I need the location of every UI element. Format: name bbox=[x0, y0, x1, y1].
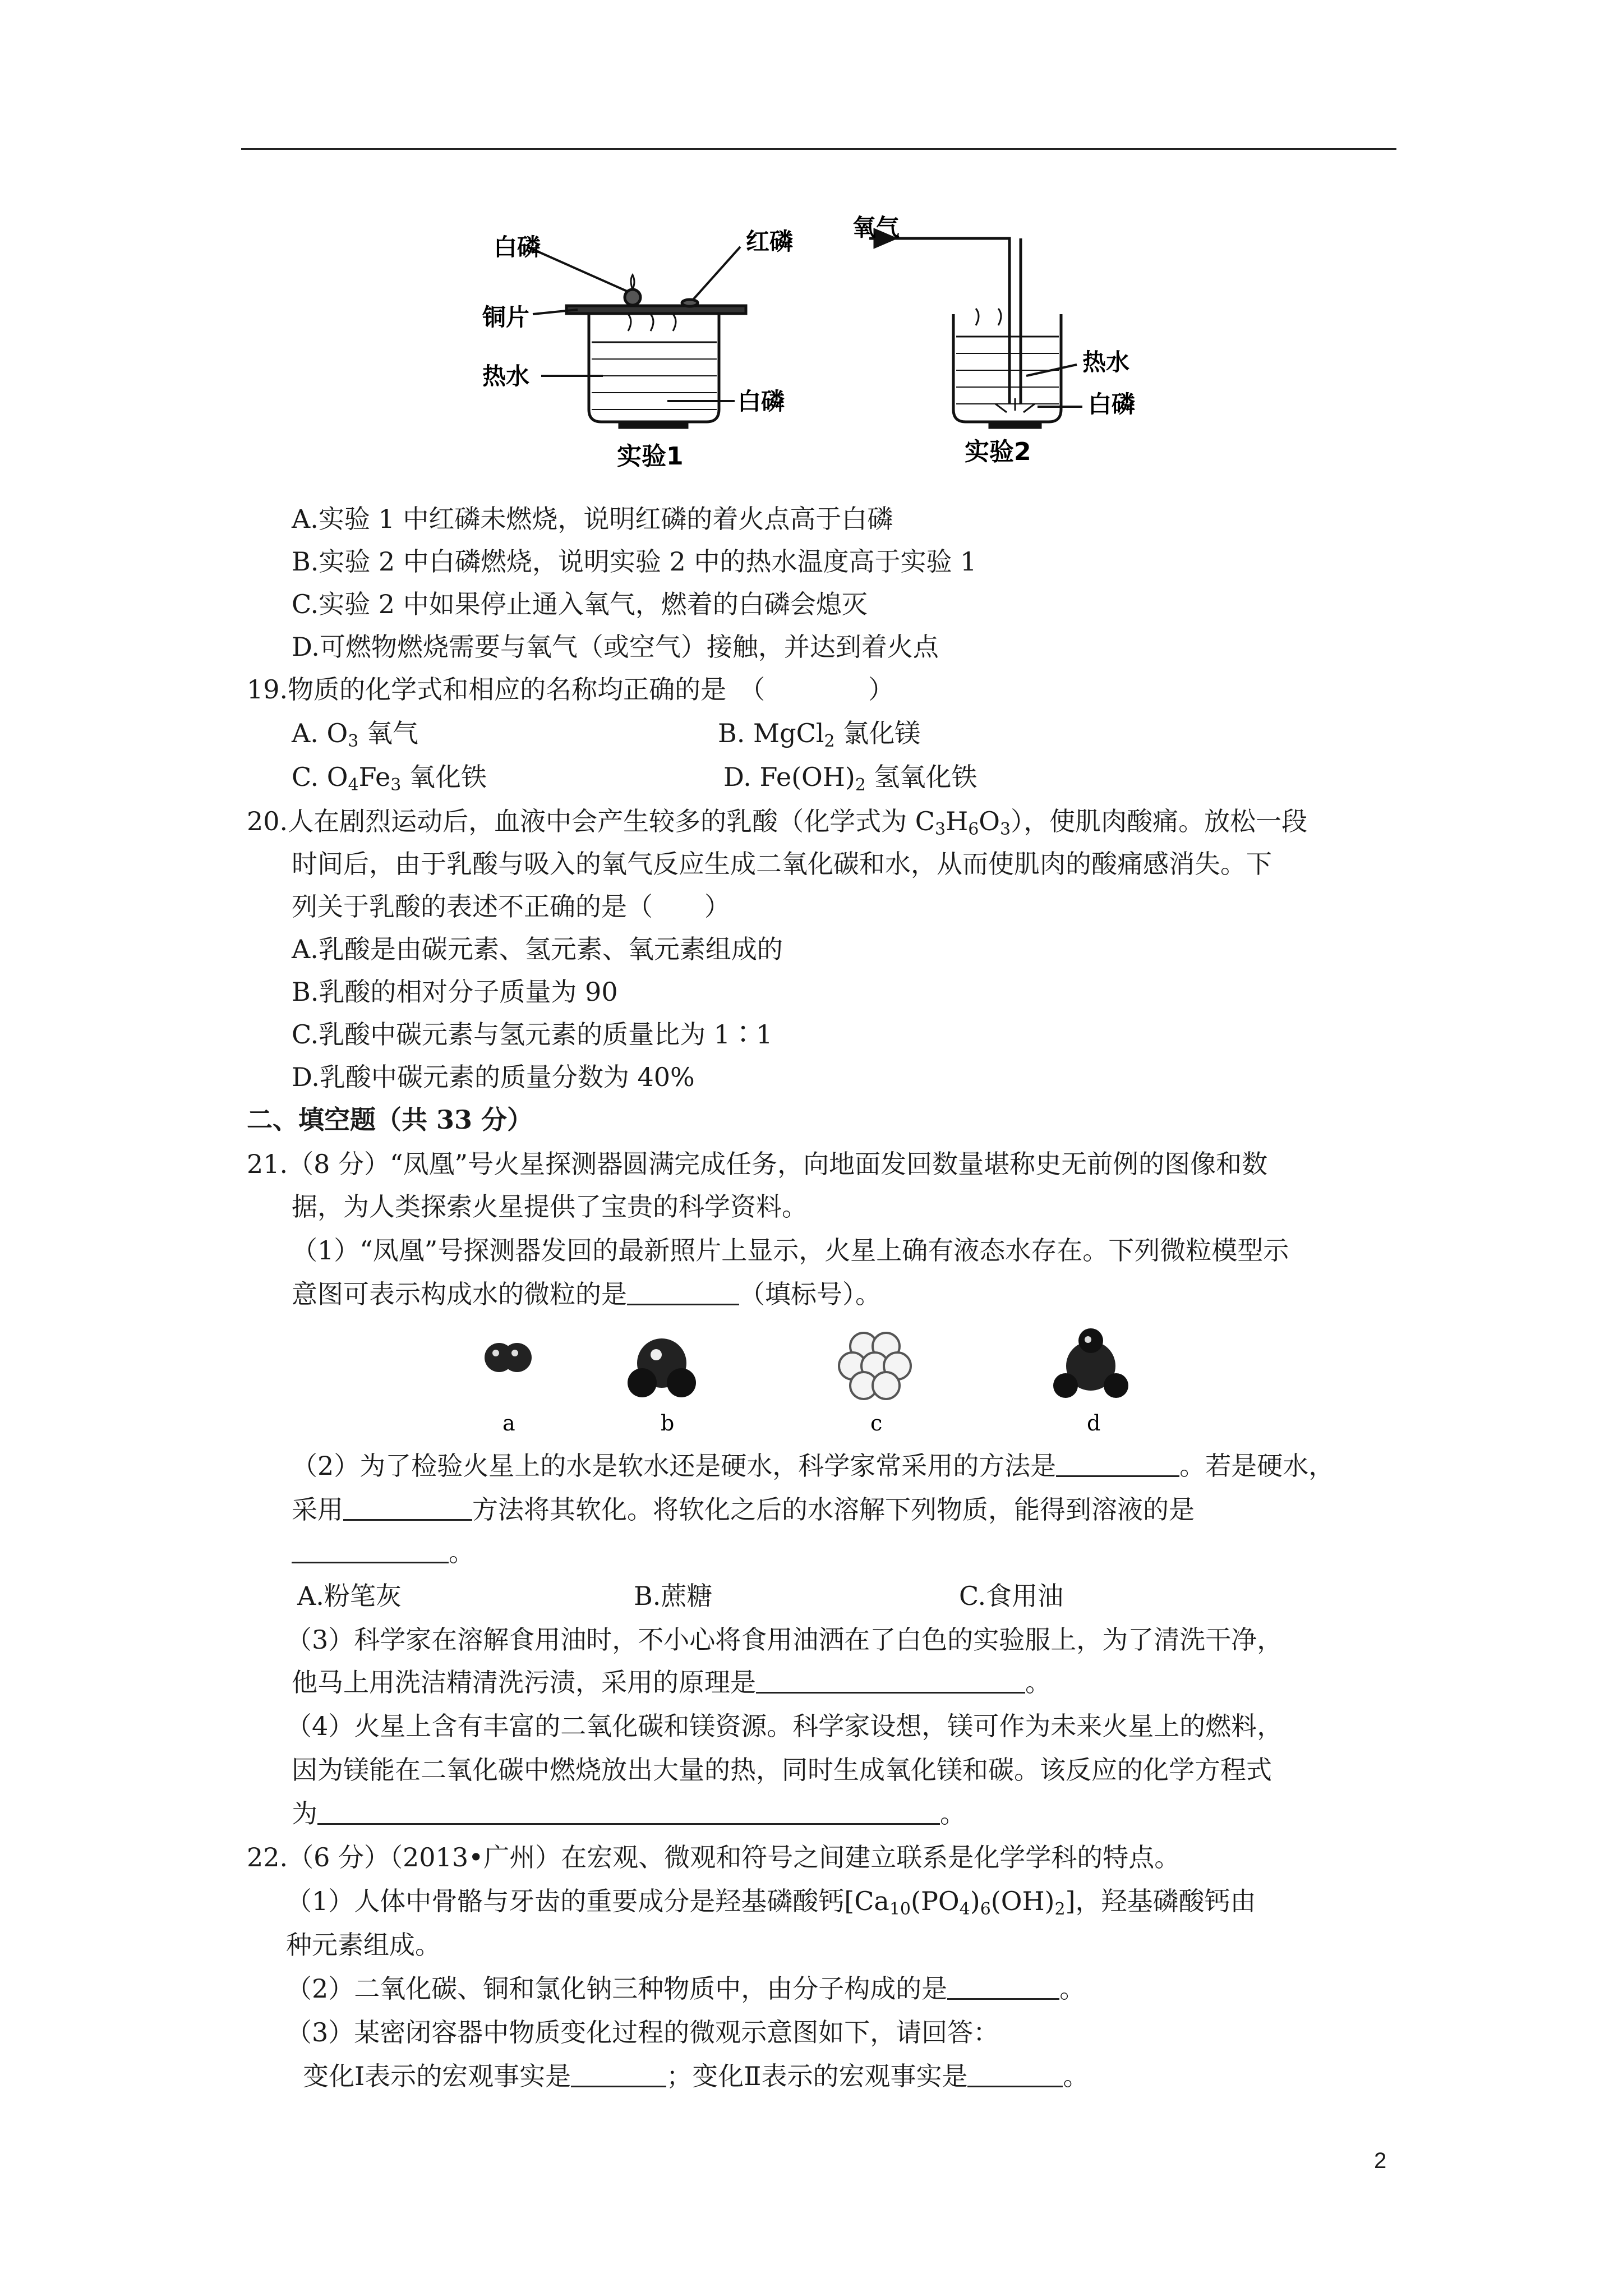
q21-p2c: 采用 bbox=[292, 1494, 343, 1525]
molecule-d bbox=[1053, 1328, 1128, 1398]
q18-option-d: D.可燃物燃烧需要与氧气（或空气）接触，并达到着火点 bbox=[292, 632, 939, 662]
molecule-label-b: b bbox=[661, 1411, 675, 1435]
experiment-1-apparatus bbox=[527, 247, 746, 427]
q22-part4 bbox=[303, 2059, 1089, 2093]
q19-a-sub: 3 bbox=[348, 731, 359, 751]
q20-option-a: A.乳酸是由碳元素、氢元素、氧元素组成的 bbox=[292, 934, 783, 964]
q21-p2d: 方法将其软化。将软化之后的水溶解下列物质，能得到溶液的是 bbox=[472, 1494, 1195, 1525]
label-copper-sheet: 铜片 bbox=[482, 303, 530, 331]
answer-blank[interactable] bbox=[343, 1497, 472, 1521]
q22-s4: 2 bbox=[1054, 1899, 1066, 1919]
q22-p1a: （1）人体中骨骼与牙齿的重要成分是羟基磷酸钙[Ca bbox=[286, 1886, 889, 1916]
label-red-phosphorus: 红磷 bbox=[746, 228, 794, 255]
q19-stem: 19.物质的化学式和相应的名称均正确的是 （ ） bbox=[247, 674, 895, 705]
q22-s2: 4 bbox=[959, 1899, 970, 1919]
q20-option-d: D.乳酸中碳元素的质量分数为 40% bbox=[292, 1062, 695, 1092]
q19-d-sub: 2 bbox=[855, 775, 866, 795]
q20-s2: 6 bbox=[968, 820, 979, 839]
q19-d-name: 氢氧化铁 bbox=[865, 762, 978, 792]
q19-a-name: 氧气 bbox=[358, 718, 418, 748]
q19-a-formula: A. O bbox=[292, 718, 348, 748]
q22-p2a: （2）二氧化碳、铜和氯化钠三种物质中，由分子构成的是 bbox=[286, 1973, 948, 2004]
label-hot-water-1: 热水 bbox=[482, 362, 530, 390]
answer-blank[interactable] bbox=[1056, 1453, 1179, 1477]
label-white-phosphorus-2: 白磷 bbox=[1088, 390, 1136, 418]
q22-part2 bbox=[286, 1972, 1085, 2005]
caption-experiment-2: 实验2 bbox=[965, 438, 1031, 466]
q20-option-b: B.乳酸的相对分子质量为 90 bbox=[292, 977, 618, 1007]
q20-s1: 3 bbox=[934, 820, 946, 839]
q22-p4b: ；变化Ⅱ表示的宏观事实是 bbox=[666, 2061, 968, 2091]
q20-option-c: C.乳酸中碳元素与氢元素的质量比为 1∶1 bbox=[292, 1019, 773, 1050]
q18-option-b: B.实验 2 中白磷燃烧，说明实验 2 中的热水温度高于实验 1 bbox=[292, 546, 977, 577]
q21-part1-line1: （1）“凤凰”号探测器发回的最新照片上显示，火星上确有液态水存在。下列微粒模型示 bbox=[292, 1235, 1289, 1266]
q22-p4a: 变化Ⅰ表示的宏观事实是 bbox=[303, 2061, 571, 2091]
q18-option-c: C.实验 2 中如果停止通入氧气，燃着的白磷会熄灭 bbox=[292, 589, 868, 619]
experiment-2-apparatus bbox=[869, 230, 1082, 427]
q20-stem-line2: 时间后，由于乳酸与吸入的氧气反应生成二氧化碳和水，从而使肌肉的酸痛感消失。下 bbox=[292, 849, 1272, 879]
q21-stem-line1: 21.（8 分）“凤凰”号火星探测器圆满完成任务，向地面发回数量堪称史无前例的图像和数 bbox=[247, 1149, 1268, 1179]
q19-c-sub2: 3 bbox=[390, 775, 402, 795]
q21-p2b: 。若是硬水， bbox=[1179, 1451, 1335, 1481]
q20-stem-line1 bbox=[247, 804, 1307, 838]
answer-blank[interactable] bbox=[756, 1669, 1025, 1694]
q21-p3c: 。 bbox=[1025, 1667, 1051, 1697]
q22-part1-line1 bbox=[286, 1884, 1256, 1918]
q20-l1a: 20.人在剧烈运动后，血液中会产生较多的乳酸（化学式为 C bbox=[247, 806, 935, 836]
q21-option-a: A.粉笔灰 bbox=[297, 1581, 402, 1611]
q19-b-sub: 2 bbox=[824, 731, 835, 751]
q22-p2b: 。 bbox=[1059, 1973, 1086, 2004]
q22-p1d: (OH) bbox=[990, 1886, 1055, 1916]
molecule-label-d: d bbox=[1087, 1411, 1101, 1435]
answer-blank[interactable] bbox=[317, 1801, 940, 1825]
q19-c-sub1: 4 bbox=[348, 775, 359, 795]
answer-blank[interactable] bbox=[292, 1539, 449, 1563]
answer-blank[interactable] bbox=[571, 2063, 666, 2087]
q21-stem-line2: 据，为人类探索火星提供了宝贵的科学资料。 bbox=[292, 1191, 808, 1222]
q21-p1c: （填标号）。 bbox=[739, 1279, 881, 1309]
q20-l1b: H bbox=[946, 806, 969, 836]
q19-b-formula: B. MgCl bbox=[718, 718, 824, 748]
molecule-models bbox=[471, 1324, 1200, 1442]
label-white-phosphorus-bottom: 白磷 bbox=[737, 388, 785, 415]
q19-option-a bbox=[292, 716, 418, 750]
q19-option-b bbox=[718, 716, 920, 750]
q21-p2a: （2）为了检验火星上的水是软水还是硬水，科学家常采用的方法是 bbox=[292, 1451, 1057, 1481]
q22-part1-line2: 种元素组成。 bbox=[286, 1930, 441, 1960]
molecule-label-c: c bbox=[870, 1411, 883, 1435]
q21-p4c: 为 bbox=[292, 1798, 317, 1829]
q19-b-name: 氯化镁 bbox=[834, 718, 921, 748]
q19-c-name: 氧化铁 bbox=[401, 762, 487, 792]
q20-stem-line3: 列关于乳酸的表述不正确的是（ ） bbox=[292, 891, 730, 922]
q22-p1e: ]，羟基磷酸钙由 bbox=[1065, 1886, 1256, 1916]
q21-part3-line2 bbox=[292, 1665, 1051, 1699]
q19-c-formula: C. O bbox=[292, 762, 348, 792]
q22-s3: 6 bbox=[980, 1899, 991, 1919]
label-oxygen: 氧气 bbox=[852, 214, 900, 241]
q19-c-fe: Fe bbox=[358, 762, 391, 792]
q21-p4d: 。 bbox=[940, 1798, 966, 1829]
q19-d-formula: D. Fe(OH) bbox=[723, 762, 855, 792]
q22-part3: （3）某密闭容器中物质变化过程的微观示意图如下，请回答： bbox=[286, 2017, 999, 2047]
q20-l1c: O bbox=[979, 806, 1000, 836]
q21-part4-line2: 因为镁能在二氧化碳中燃烧放出大量的热，同时生成氧化镁和碳。该反应的化学方程式 bbox=[292, 1755, 1272, 1785]
q21-option-c: C.食用油 bbox=[959, 1581, 1064, 1611]
q22-p1b: (PO bbox=[911, 1886, 960, 1916]
answer-blank[interactable] bbox=[947, 1976, 1059, 2000]
q21-part3-line1: （3）科学家在溶解食用油时，不小心将食用油洒在了白色的实验服上，为了清洗干净， bbox=[286, 1625, 1283, 1655]
q21-part1-line2 bbox=[292, 1277, 881, 1311]
q22-p4c: 。 bbox=[1063, 2061, 1089, 2091]
section-2-heading: 二、填空题（共 33 分） bbox=[247, 1105, 533, 1135]
q21-part4-line3 bbox=[292, 1797, 966, 1830]
header-rule bbox=[241, 148, 1396, 150]
q21-part4-line1: （4）火星上含有丰富的二氧化碳和镁资源。科学家设想，镁可作为未来火星上的燃料， bbox=[286, 1711, 1283, 1741]
q19-option-d bbox=[723, 760, 978, 794]
q21-part2-line1 bbox=[292, 1449, 1334, 1483]
combustion-experiment-figure bbox=[482, 213, 1211, 482]
molecule-a bbox=[485, 1343, 532, 1372]
q21-option-b: B.蔗糖 bbox=[634, 1581, 713, 1611]
q21-p2e: 。 bbox=[449, 1537, 474, 1567]
molecule-c bbox=[839, 1333, 911, 1399]
q20-s3: 3 bbox=[1000, 820, 1011, 839]
q21-part2-line3 bbox=[292, 1535, 474, 1569]
q21-p3b: 他马上用洗洁精清洗污渍，采用的原理是 bbox=[292, 1667, 756, 1697]
q22-p1c: ) bbox=[970, 1886, 980, 1916]
q21-p1b: 意图可表示构成水的微粒的是 bbox=[292, 1279, 627, 1309]
q20-l1d: ），使肌肉酸痛。放松一段 bbox=[1011, 806, 1308, 836]
caption-experiment-1: 实验1 bbox=[617, 442, 684, 471]
page-number: 2 bbox=[1374, 2148, 1387, 2173]
q22-s1: 10 bbox=[889, 1899, 911, 1919]
molecule-b bbox=[628, 1338, 696, 1397]
answer-blank[interactable] bbox=[967, 2063, 1063, 2087]
q22-stem: 22.（6 分）（2013•广州）在宏观、微观和符号之间建立联系是化学学科的特点。 bbox=[247, 1842, 1181, 1872]
answer-blank[interactable] bbox=[627, 1281, 739, 1305]
q21-part2-line2 bbox=[292, 1493, 1195, 1526]
label-hot-water-2: 热水 bbox=[1082, 348, 1130, 376]
q18-option-a: A.实验 1 中红磷未燃烧，说明红磷的着火点高于白磷 bbox=[292, 504, 893, 534]
molecule-label-a: a bbox=[502, 1411, 515, 1435]
label-white-phosphorus-top: 白磷 bbox=[494, 233, 541, 261]
q19-option-c bbox=[292, 760, 487, 794]
